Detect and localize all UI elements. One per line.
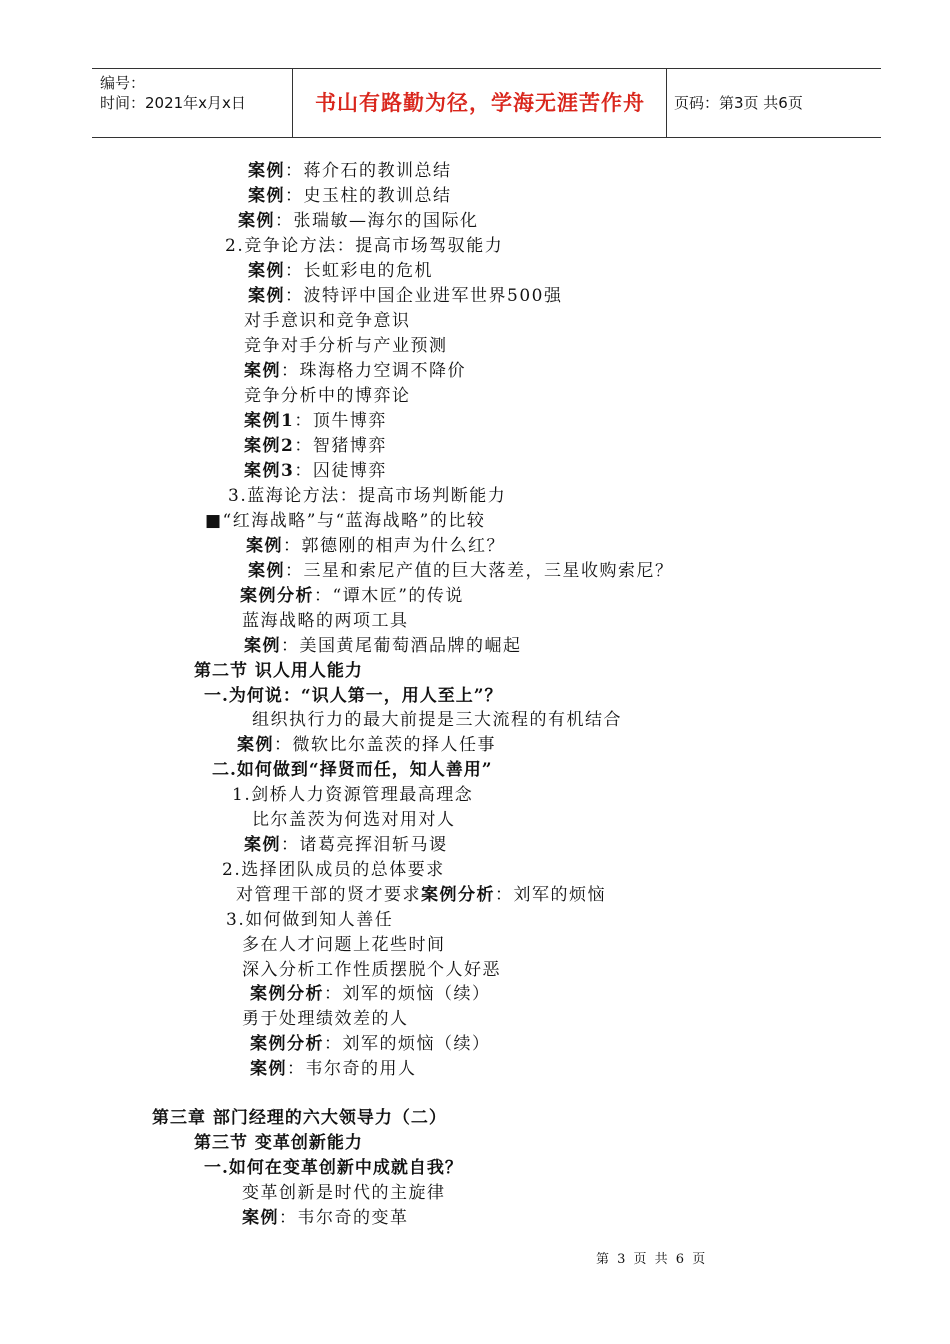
body-line: 变革创新是时代的主旋律 xyxy=(242,1183,446,1203)
body-line: 案例：美国黄尾葡萄酒品牌的崛起 xyxy=(244,636,522,656)
body-line: 案例：三星和索尼产值的巨大落差，三星收购索尼？ xyxy=(248,561,674,581)
body-line: 3.蓝海论方法：提高市场判断能力 xyxy=(228,486,507,506)
body-line: 竞争对手分析与产业预测 xyxy=(244,336,448,356)
body-line: 案例：微软比尔盖茨的择人任事 xyxy=(237,735,496,755)
body-line: 案例：张瑞敏—海尔的国际化 xyxy=(238,211,479,231)
page-footer: 第 3 页 共 6 页 xyxy=(596,1252,708,1267)
body-line: 蓝海战略的两项工具 xyxy=(242,611,409,631)
header-divider xyxy=(292,69,293,137)
subsection-heading: 一.为何说：“识人第一，用人至上”？ xyxy=(204,686,503,706)
body-line: 案例：史玉柱的教训总结 xyxy=(248,186,452,206)
header-motto: 书山有路勤为径，学海无涯苦作舟 xyxy=(315,91,645,115)
body-line: 案例3：囚徒博弈 xyxy=(244,461,387,481)
body-line: ■“红海战略”与“蓝海战略”的比较 xyxy=(205,511,486,531)
body-line: 案例分析：刘军的烦恼（续） xyxy=(250,984,491,1004)
subsection-heading: 一.如何在变革创新中成就自我？ xyxy=(204,1158,463,1178)
header-number: 编号： xyxy=(100,74,146,92)
body-line: 多在人才问题上花些时间 xyxy=(242,935,446,955)
body-line: 3.如何做到知人善任 xyxy=(226,910,394,930)
body-line: 案例：珠海格力空调不降价 xyxy=(244,361,466,381)
body-line: 深入分析工作性质摆脱个人好恶 xyxy=(242,960,501,980)
body-line: 2.选择团队成员的总体要求 xyxy=(222,860,445,880)
body-line: 案例1：顶牛博弈 xyxy=(244,411,387,431)
chapter-heading: 第三章 部门经理的六大领导力（二） xyxy=(152,1108,447,1128)
header-page-number: 页码：第3页 共6页 xyxy=(674,94,803,112)
body-line: 1.剑桥人力资源管理最高理念 xyxy=(232,785,474,805)
body-line: 案例：韦尔奇的用人 xyxy=(250,1059,417,1079)
body-line: 案例：波特评中国企业进军世界500强 xyxy=(248,286,563,306)
section-heading: 第三节 变革创新能力 xyxy=(194,1133,363,1153)
page-header xyxy=(92,68,881,138)
body-line: 勇于处理绩效差的人 xyxy=(242,1009,409,1029)
subsection-heading: 二.如何做到“择贤而任，知人善用” xyxy=(212,760,493,780)
body-line: 案例：蒋介石的教训总结 xyxy=(248,161,452,181)
body-line: 案例：长虹彩电的危机 xyxy=(248,261,433,281)
body-line: 案例2：智猪博弈 xyxy=(244,436,387,456)
body-line: 案例：郭德刚的相声为什么红？ xyxy=(246,536,505,556)
body-line: 组织执行力的最大前提是三大流程的有机结合 xyxy=(252,710,622,730)
body-line: 2.竞争论方法：提高市场驾驭能力 xyxy=(225,236,504,256)
body-line: 对手意识和竞争意识 xyxy=(244,311,411,331)
body-line: 对管理干部的贤才要求案例分析：刘军的烦恼 xyxy=(236,885,606,905)
header-meta xyxy=(100,73,246,113)
body-line: 案例：诸葛亮挥泪斩马谡 xyxy=(244,835,448,855)
header-divider xyxy=(666,69,667,137)
body-line: 案例分析：刘军的烦恼（续） xyxy=(250,1034,491,1054)
body-line: 案例分析：“谭木匠”的传说 xyxy=(240,586,464,606)
section-heading: 第二节 识人用人能力 xyxy=(194,661,363,681)
body-line: 竞争分析中的博弈论 xyxy=(244,386,411,406)
body-line: 案例：韦尔奇的变革 xyxy=(242,1208,409,1228)
body-line: 比尔盖茨为何选对用对人 xyxy=(252,810,456,830)
header-time: 时间：2021年x月x日 xyxy=(100,94,246,112)
